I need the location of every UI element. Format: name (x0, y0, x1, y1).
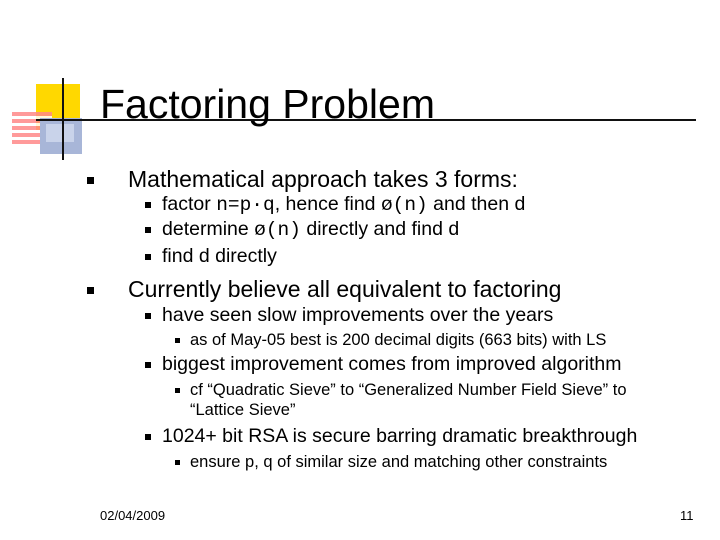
sub-bullet-text: biggest improvement comes from improved algorithm (162, 353, 622, 375)
text-run: , hence find (274, 193, 381, 215)
text-run: and then d (427, 193, 526, 215)
formula-phi-n: ø(n) (254, 219, 301, 241)
sub-sub-bullet-text-continued: “Lattice Sieve” (190, 401, 296, 419)
page-number: 11 (680, 508, 694, 523)
bullet-marker (175, 388, 180, 393)
logo-blue-inner (46, 124, 74, 142)
sub-sub-bullet-text: as of May-05 best is 200 decimal digits (663 bits) with LS (190, 331, 607, 349)
sub-sub-bullet-text: cf “Quadratic Sieve” to “Generalized Number Field Sieve” to (190, 381, 627, 399)
bullet-text: Currently believe all equivalent to factoring (128, 276, 562, 302)
sub-bullet-text (162, 192, 525, 217)
footer-date: 02/04/2009 (100, 508, 166, 523)
bullet-marker (87, 177, 94, 184)
sub-sub-bullet-text: ensure p, q of similar size and matching other constraints (190, 453, 608, 471)
slide-title: Factoring Problem (100, 81, 435, 127)
sub-bullet-text: find d directly (162, 245, 277, 267)
bullet-marker (175, 338, 180, 343)
bullet-marker (145, 362, 151, 368)
sub-bullet-text: 1024+ bit RSA is secure barring dramatic breakthrough (162, 425, 638, 447)
bullet-marker (145, 313, 151, 319)
formula-n-equals-pq: n=p·q (216, 194, 275, 216)
text-run: factor (162, 193, 217, 215)
bullet-marker (145, 227, 151, 233)
text-run: directly and find d (300, 218, 460, 240)
bullet-marker (145, 434, 151, 440)
bullet-marker (175, 460, 180, 465)
bullet-marker (145, 254, 151, 260)
formula-phi-n: ø(n) (380, 194, 428, 216)
text-run: determine (162, 218, 255, 240)
bullet-marker (87, 287, 94, 294)
sub-bullet-text: have seen slow improvements over the years (162, 304, 554, 326)
bullet-text: Mathematical approach takes 3 forms: (128, 166, 518, 192)
bullet-marker (145, 202, 151, 208)
sub-bullet-text (162, 217, 459, 242)
